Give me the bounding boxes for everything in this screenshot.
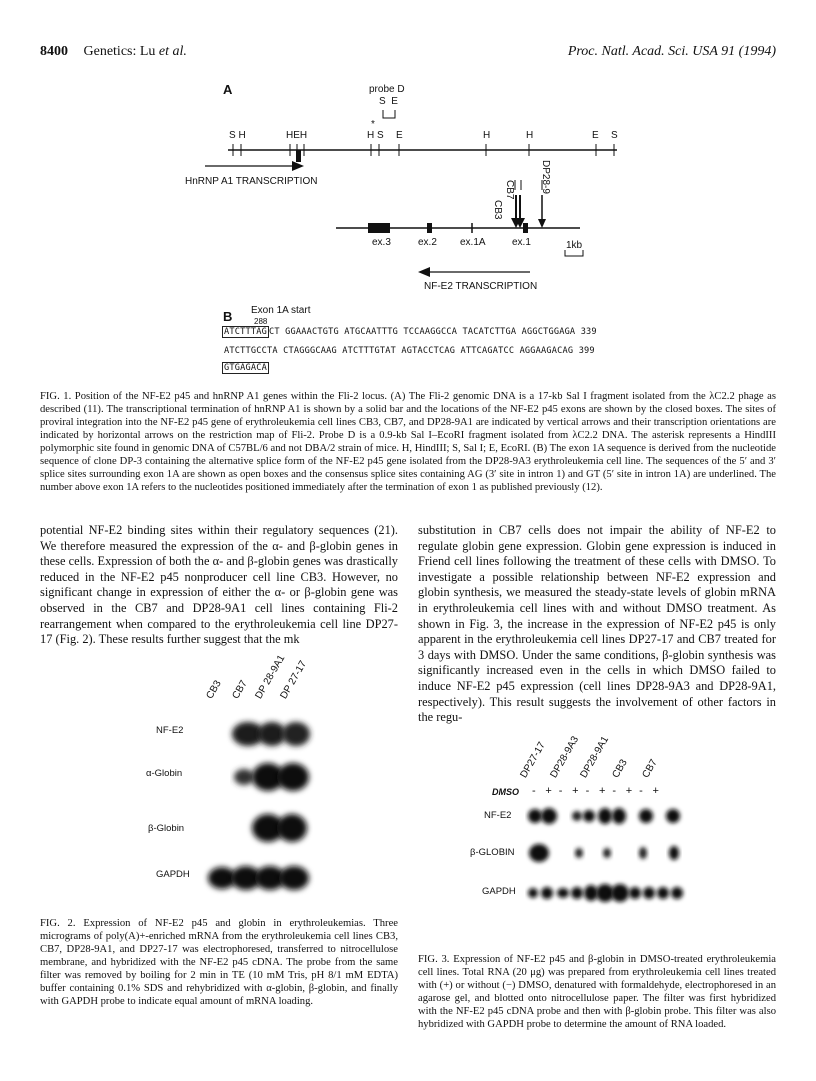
fig3-band <box>657 887 669 899</box>
fig3-band <box>611 884 629 902</box>
site-s2: S <box>611 130 618 141</box>
fig3-band <box>598 808 612 824</box>
fig3-band <box>541 808 557 824</box>
fig3-sign-row: - + - + - + - + - + <box>532 785 659 797</box>
fig3-dmso-label: DMSO <box>492 787 519 797</box>
scale-label: 1kb <box>566 240 583 251</box>
fig3-band <box>669 846 679 860</box>
fig3-band <box>643 887 655 899</box>
site-e1: E <box>396 130 403 141</box>
splice-site-5prime: GTGAGACA <box>224 363 267 373</box>
fig3-band <box>629 887 641 899</box>
fig2-row-gapdh: GAPDH <box>156 869 190 880</box>
exon-3-box <box>368 223 390 233</box>
site-h1: H <box>483 130 491 141</box>
fig2-row-alpha: α-Globin <box>146 768 183 779</box>
fig3-band <box>584 885 598 901</box>
fig2-band <box>282 722 310 746</box>
dp28-label: DP28-9 <box>540 160 551 194</box>
fig3-band <box>612 808 626 824</box>
fig3-band <box>557 888 569 898</box>
panel-a-label: A <box>223 82 233 97</box>
fig3-row-nfe2: NF-E2 <box>484 810 512 821</box>
fig3-row-gapdh: GAPDH <box>482 886 516 897</box>
figure-3-blot <box>470 734 710 920</box>
figure-1 <box>0 0 816 380</box>
exon-1-box <box>523 223 528 233</box>
fig3-bands <box>525 800 695 910</box>
fig3-band <box>603 848 611 858</box>
body-text-right: substitution in CB7 cells does not impair the ability of NF-E2 to regulate globin gene expression. Globin gene expression is induced in Friend cell lines following the treatment of these cells with DMSO. To investigate a possible relationship between NF-E2 expression and globin synthesis, we measured the steady-state levels of globin mRNA in erythroleukemia cell lines with and without DMSO treatment. As shown in Fig. 3, the increase in the expression of NF-E2 p45 is only apparent in the erythroleukemia cell lines DP27-17 and CB7 treated for 3 days with DMSO. Under the same conditions, β-globin synthesis was significantly increased even in the cells in which DMSO failed to induce NF-E2 p45 expression (cell lines DP28-9A3 and DP28-9A1, respectively). This result suggests the involvement of other factors in the regu- <box>418 523 776 725</box>
site-e2: E <box>592 130 599 141</box>
fig2-lane-cb3: CB3 <box>204 678 224 701</box>
site-h2: H <box>526 130 534 141</box>
etal: et al. <box>158 44 187 59</box>
fig3-band <box>571 887 583 899</box>
section-title: Genetics: Lu <box>83 44 156 59</box>
hnrnp-termination-bar <box>296 150 301 162</box>
probe-label: probe D <box>369 84 405 95</box>
probe-sites: S E <box>379 96 398 107</box>
fig3-band <box>528 809 542 823</box>
fig2-band <box>277 814 307 842</box>
fig2-band <box>277 763 309 791</box>
asterisk: * <box>371 119 375 130</box>
sequence-line-1: ATCTTTAG CT GGAAACTGTG ATGCAATTTG TCCAAGGCCA TACATCTTGA AGGCTGGAGA 339 <box>224 327 597 337</box>
fig2-band <box>279 866 309 890</box>
ex2-label: ex.2 <box>418 237 437 248</box>
cb3-label: CB3 <box>492 200 503 220</box>
fig3-row-beta: β-GLOBIN <box>470 847 515 858</box>
fig3-band <box>639 847 647 859</box>
fig3-band <box>639 809 653 823</box>
fig2-band <box>258 722 286 746</box>
fig3-lane-dp27: DP27-17 <box>518 740 548 780</box>
exon-2-box <box>427 223 432 233</box>
body-text-left: potential NF-E2 binding sites within their regulatory sequences (21). We therefore measured the expression of the α- and β-globin genes in these cells. Expression of both the α- and β-globin genes was drastically reduced in the NF-E2 p45 nonproducer cell line CB3. However, no significant change in expression of either the α- or β-globin gene was observed in the CB7 and DP28-9A1 cell lines containing Fli-2 rearrangement when compared to the erythroleukemia cell line DP27-17 (Fig. 2). These results further suggest that the mk <box>40 523 398 647</box>
ex3-label: ex.3 <box>372 237 391 248</box>
figure-3-caption: FIG. 3. Expression of NF-E2 p45 and β-globin in DMSO-treated erythroleukemia cell lines. Total RNA (20 μg) was prepared from erythroleukemia cell lines treated with (+) or without (−) DMSO, denatured with formaldehyde, electrophoresed in an agarose gel, and blotted onto nitrocellulose paper. The filter was first hybridized with the NF-E2 p45 cDNA probe and then with β-globin probe. This filter was also hybridized with GAPDH probe to determine the amount of RNA loaded. <box>418 954 776 1030</box>
exon-start-label: Exon 1A start <box>251 305 311 316</box>
fig2-lane-dp28: DP 28-9A1 <box>253 653 288 701</box>
site-heh: HEH <box>286 130 308 141</box>
restriction-map <box>0 0 816 300</box>
splice-site-3prime: ATCTTTAG <box>224 327 267 337</box>
fig3-band <box>583 810 595 822</box>
fig3-lane-cb3: CB3 <box>610 757 630 780</box>
fig3-band <box>671 887 683 899</box>
cb7-label: CB7 <box>504 180 515 200</box>
nfe2-transcription-label: NF-E2 TRANSCRIPTION <box>424 281 538 292</box>
fig3-lane-dp28a1: DP28-9A1 <box>578 734 612 780</box>
exon-num: 288 <box>254 317 268 326</box>
fig3-lane-cb7: CB7 <box>640 757 660 780</box>
fig3-band <box>529 844 549 862</box>
sequence-line-2: ATCTTGCCTA CTAGGGCAAG ATCTTTGTAT AGTACCTCAG ATTCAGATCC AGGAAGACAG 399 <box>224 346 595 356</box>
probe-bracket <box>383 110 395 118</box>
site-hs: H S <box>367 130 384 141</box>
hnrnp-arrowhead <box>292 161 304 171</box>
fig2-bands <box>200 710 330 900</box>
fig3-lane-dp28a3: DP28-9A3 <box>548 734 582 780</box>
panel-b-label: B <box>223 309 233 324</box>
ex1a-label: ex.1A <box>460 237 486 248</box>
fig2-lane-cb7: CB7 <box>230 678 250 701</box>
fig3-band <box>575 848 583 858</box>
fig3-band <box>666 809 680 823</box>
ex1-label: ex.1 <box>512 237 531 248</box>
hnrnp-label: HnRNP A1 TRANSCRIPTION <box>185 176 318 187</box>
fig3-band <box>572 811 582 821</box>
figure-1-caption: FIG. 1. Position of the NF-E2 p45 and hnRNP A1 genes within the Fli-2 locus. (A) The Fli-2 genomic DNA is a 17-kb Sal I fragment isolated from the λC2.2 phage as described (11). The transcriptional termination of hnRNP A1 is shown by a solid bar and the locations of the NF-E2 p45 exons are shown by the closed boxes. The sites of proviral integration into the NF-E2 p45 gene of erythroleukemia cell lines CB3, CB7, and DP28-9A1 are indicated by vertical arrows and their transcription orientations are indicated by horizontal arrows on the restriction map of Fli-2. Probe D is a 0.9-kb Sal I–EcoRI fragment isolated from λC2.2 DNA. The asterisk represents a HindIII polymorphic site found in genomic DNA of C57BL/6 and not DBA/2 strain of mice. H, HindIII; S, Sal I; E, EcoRI. (B) The exon 1A sequence is derived from the nucleotide sequence of clone DP-3 containing the alternative splice form of the NF-E2 p45 gene isolated from the DP28-9A3 erythroleukemia cell line. The sequences of the 5′ and 3′ splice sites surrounding exon 1A are shown as open boxes and the consensus splice sites containing AG (3′ site in intron 1) and GT (5′ site in intron 1A) are underlined. The number above exon 1A refers to the nucleotides positioned immediately after the termination of exon 1 as published previously (12). <box>40 391 776 493</box>
site-sh: S H <box>229 130 246 141</box>
fig3-band <box>541 887 553 899</box>
fig2-band <box>234 769 254 785</box>
figure-2-blot <box>120 653 380 910</box>
figure-2-caption: FIG. 2. Expression of NF-E2 p45 and globin in erythroleukemias. Three micrograms of poly(A)+-enriched mRNA from the erythroleukemia cell lines CB3, CB7, DP28-9A1, and DP27-17 was electrophoresed, transferred to nitrocellulose membrane, and hybridized with the NF-E2 p45 cDNA. The probe from the same filter was removed by boiling for 2 min in TE (10 mM Tris, pH 8/1 mM EDTA) buffer containing 0.1% SDS and rehybridized with α-globin, β-globin, and finally with GAPDH probe to indicate equal amount of mRNA loading. <box>40 918 398 1007</box>
fig2-row-beta: β-Globin <box>148 823 185 834</box>
fig3-band <box>528 888 538 898</box>
sequence-line-3 <box>222 363 269 373</box>
fig2-row-nfe2: NF-E2 <box>156 725 184 736</box>
journal-citation: Proc. Natl. Acad. Sci. USA 91 (1994) <box>567 44 776 59</box>
page-number: 8400 <box>40 44 68 59</box>
fig2-lane-dp27: DP 27-17 <box>278 659 310 701</box>
